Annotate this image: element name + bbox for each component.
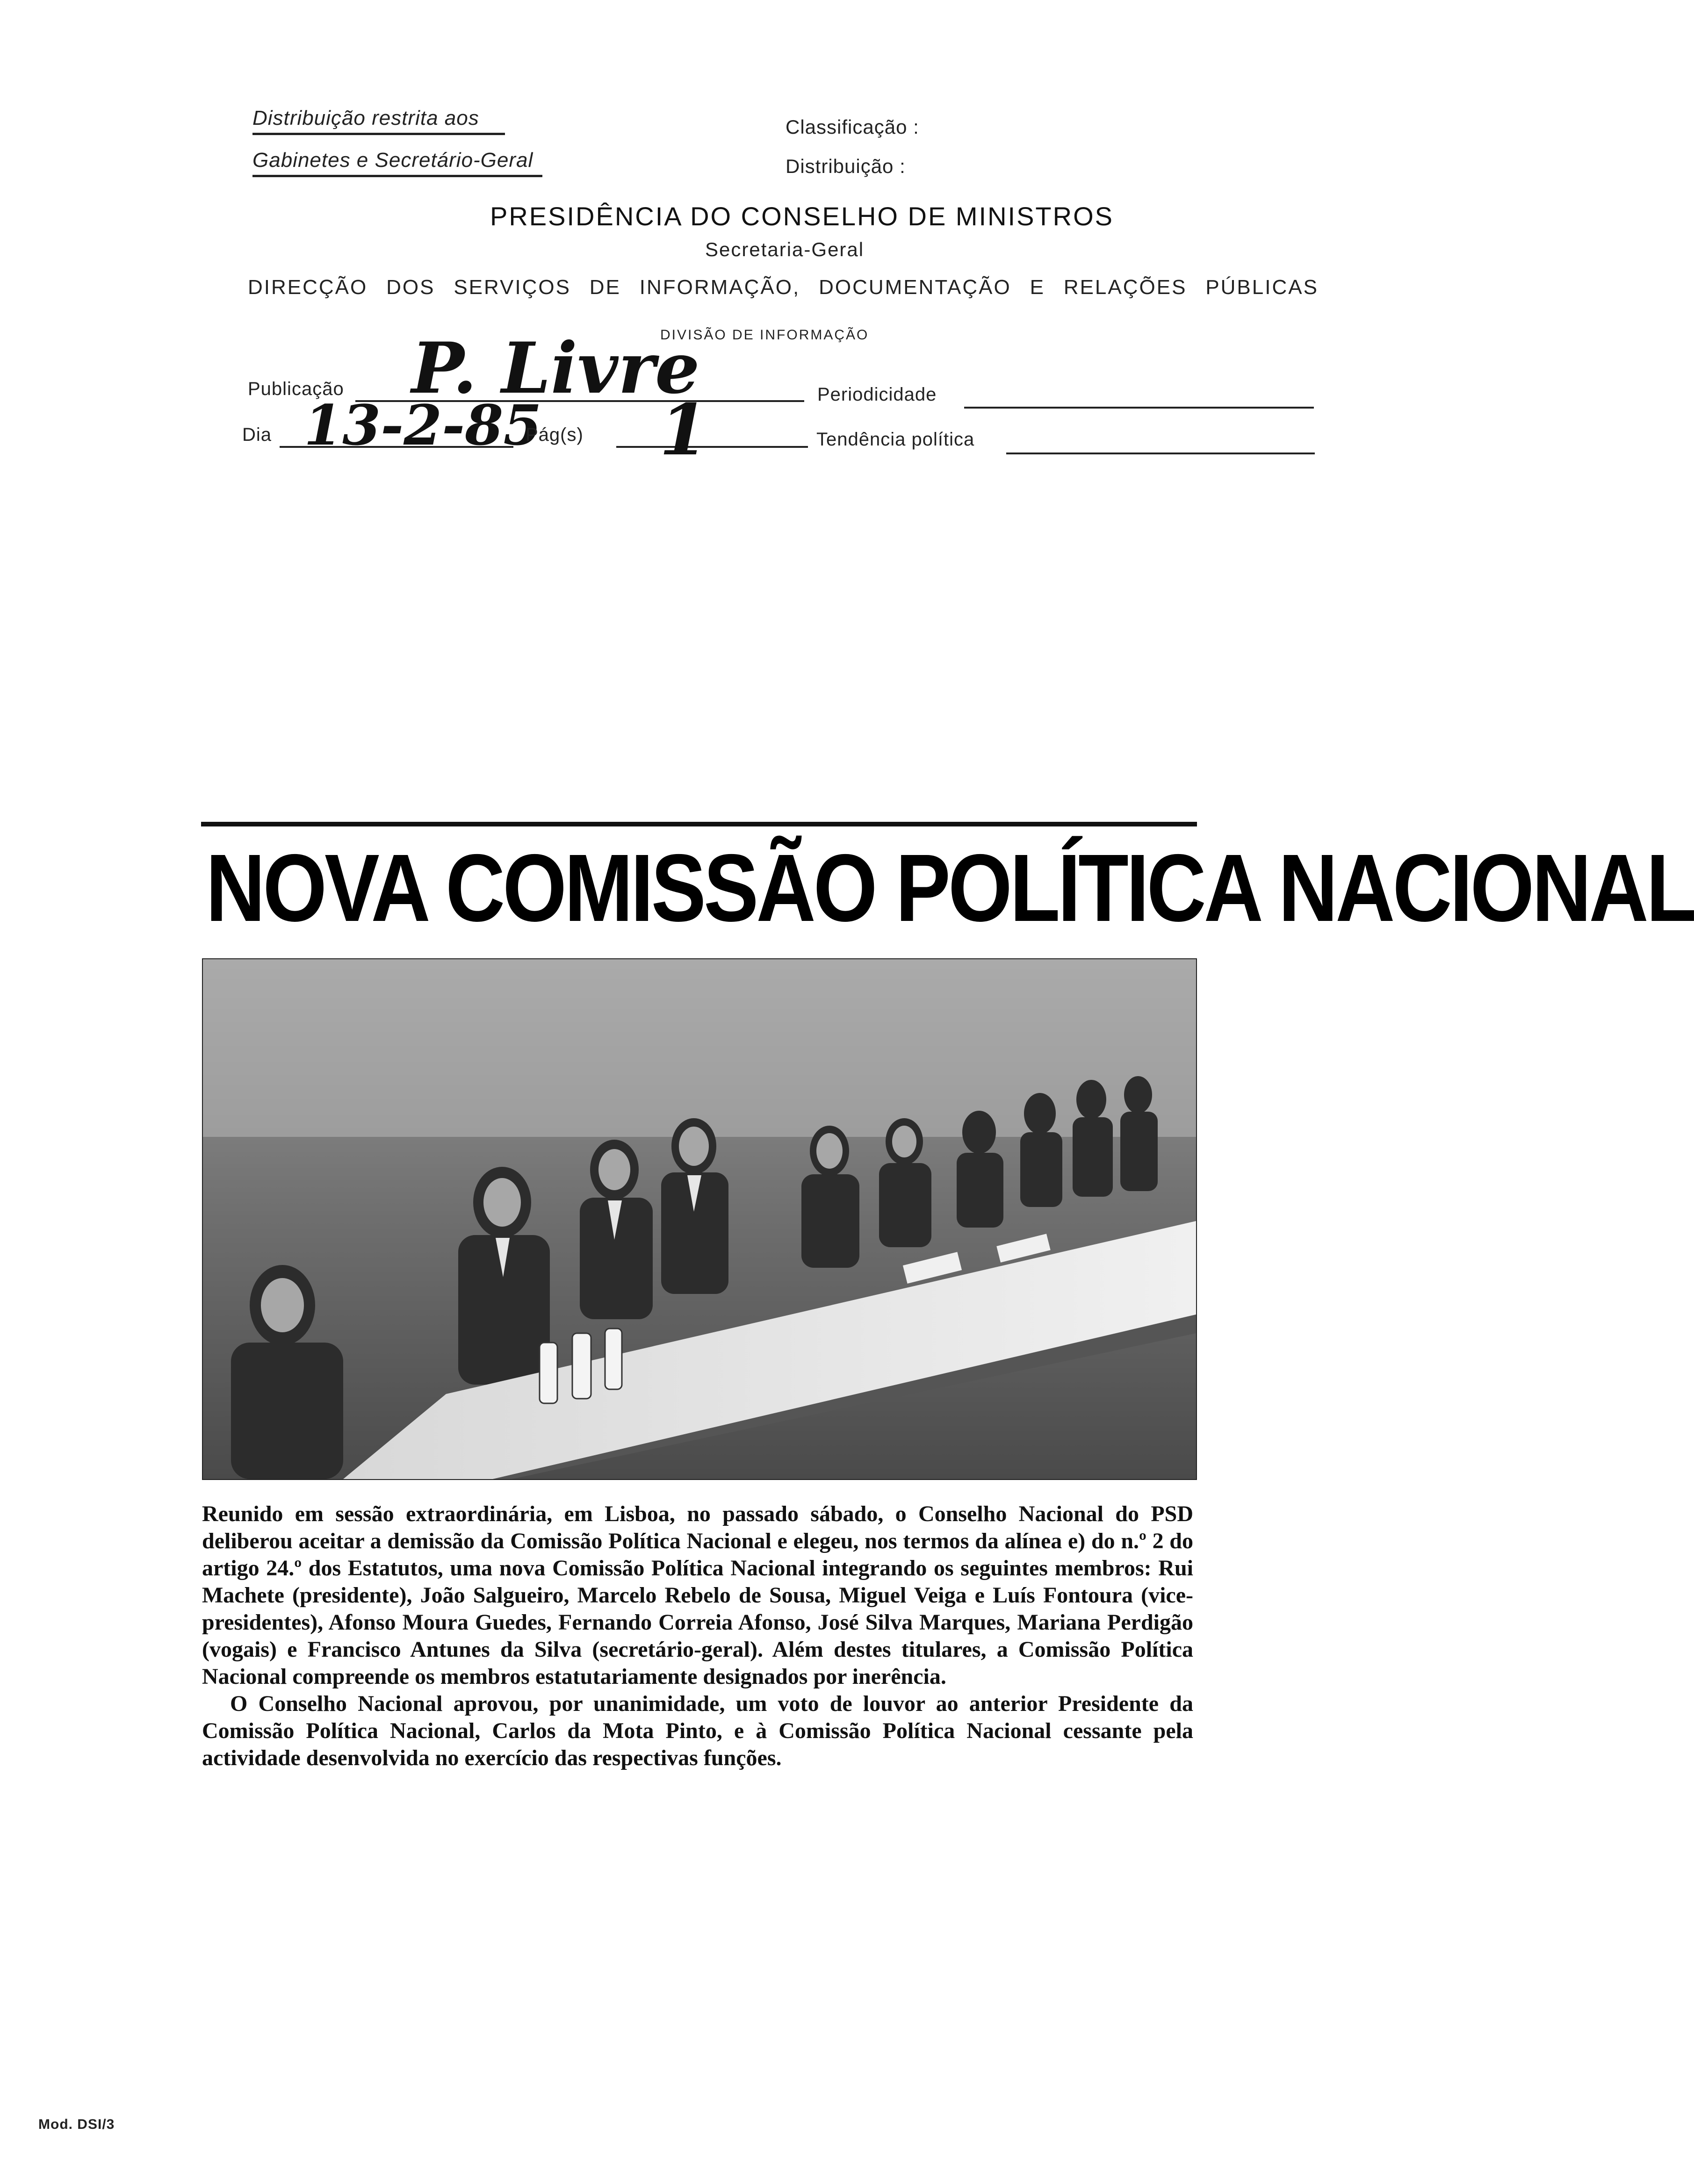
form-code: Mod. DSI/3 [38,2117,115,2132]
distribution-note-underline-1 [252,133,505,135]
pages-label: Pág(s) [526,424,584,445]
division-title: DIVISÃO DE INFORMAÇÃO [660,327,869,343]
pages-handwritten-value: 1 [659,389,708,471]
directorate-word: INFORMAÇÃO, [639,276,800,299]
publication-label: Publicação [248,379,344,399]
pages-line [616,446,808,448]
political-tendency-label: Tendência política [816,429,975,450]
directorate-word: DOS [386,276,435,299]
distribution-label: Distribuição : [786,155,906,177]
secretariat-title: Secretaria-Geral [705,238,865,260]
directorate-word: E [1030,276,1045,299]
meeting-photo [202,958,1197,1480]
periodicity-line [964,407,1314,409]
article-paragraph: O Conselho Nacional aprovou, por unanimidade, um voto de louvor ao anterior Presidente da Comissão Política Nacional, Carlos da Mota Pinto, e à Comissão Política Nacional cessante pela actividade desenvolvida no exercício das respectivas funções. [202,1691,1193,1770]
directorate-word: SERVIÇOS [454,276,571,299]
clipping-top-rule [201,822,1197,826]
directorate-title [248,276,1319,299]
ministry-title: PRESIDÊNCIA DO CONSELHO DE MINISTROS [490,201,1114,231]
directorate-word: DOCUMENTAÇÃO [819,276,1011,299]
publication-handwritten-value: P. Livre [411,327,700,410]
distribution-note-line-2: Gabinetes e Secretário-Geral [252,149,533,172]
article-paragraph: Reunido em sessão extraordinária, em Lisboa, no passado sábado, o Conselho Nacional do PSD deliberou aceitar a demissão da Comissão Política Nacional e elegeu, nos termos da alínea e) do n.º 2 do artigo 24.º dos Estatutos, uma nova Comissão Política Nacional integrando os seguintes membros: Rui Machete (presidente), João Salgueiro, Marcelo Rebelo de Sousa, Miguel Veiga e Luís Fontoura (vice-presidentes), Afonso Moura Guedes, Fernando Correia Afonso, José Silva Marques, Mariana Perdigão (vogais) e Francisco Antunes da Silva (secretário-geral). Além destes titulares, a Comissão Política Nacional compreende os membros estatutariamente designados por inerência. [202,1502,1193,1689]
directorate-word: DE [589,276,621,299]
political-tendency-line [1006,453,1315,454]
classification-label: Classificação : [786,116,919,138]
distribution-note-underline-2 [252,175,542,177]
periodicity-label: Periodicidade [817,384,937,405]
day-handwritten-value: 13-2-85 [304,393,542,458]
article-body [202,1501,1193,1772]
directorate-word: RELAÇÕES [1063,276,1187,299]
directorate-word: DIRECÇÃO [248,276,368,299]
clipping-headline: NOVA COMISSÃO POLÍTICA NACIONAL [206,834,1694,941]
day-label: Dia [242,424,272,445]
distribution-note-line-1: Distribuição restrita aos [252,107,479,129]
directorate-word: PÚBLICAS [1205,276,1319,299]
